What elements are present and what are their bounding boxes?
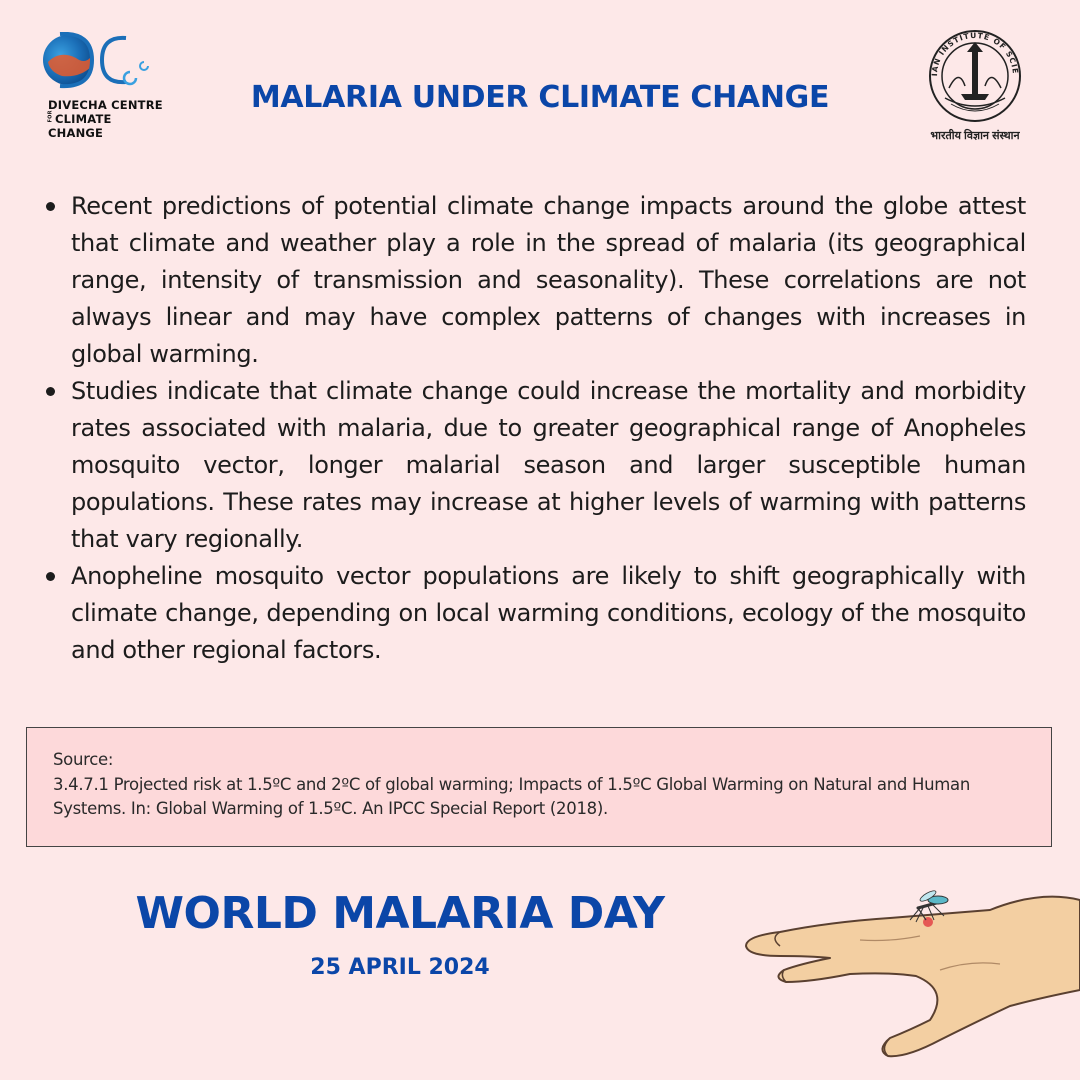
source-text: 3.4.7.1 Projected risk at 1.5ºC and 2ºC of global warming; Impacts of 1.5ºC Global Warming on Natural and Human Systems. In: Global Warming of 1.5ºC. An IPCC Special Report (2018). <box>53 774 971 818</box>
list-item <box>40 373 1026 558</box>
source-box <box>26 727 1052 847</box>
org-name <box>48 98 170 140</box>
bullet-dot-icon <box>46 572 55 581</box>
list-item <box>40 558 1026 669</box>
iisc-caption: भारतीय विज्ञान संस्थान <box>930 130 1020 142</box>
bullet-text: Recent predictions of potential climate change impacts around the globe attest that climate and weather play a role in the spread of malaria (its geographical range, intensity of transmission and seasonality). These correlations are not always linear and may have complex patterns of changes with increases in global warming. <box>71 192 1026 368</box>
divecha-centre-logo <box>40 32 170 140</box>
org-name-line1: DIVECHA CENTRE <box>48 98 163 112</box>
list-item <box>40 188 1026 373</box>
event-date: 25 APRIL 2024 <box>310 955 490 980</box>
hand-with-mosquito-illustration <box>740 880 1080 1070</box>
event-title: WORLD MALARIA DAY <box>135 888 665 939</box>
source-label: Source: <box>53 750 114 769</box>
org-name-for: FOR <box>47 110 54 123</box>
svg-text:INDIAN INSTITUTE OF SCIENCE <box>915 28 1020 76</box>
bullet-text: Anopheline mosquito vector populations are likely to shift geographically with climate change, depending on local warming conditions, ecology of the mosquito and other regional factors. <box>71 562 1026 664</box>
bullet-list <box>40 188 1026 669</box>
page-title: MALARIA UNDER CLIMATE CHANGE <box>250 80 830 115</box>
bullet-dot-icon <box>46 202 55 211</box>
iisc-seal-icon <box>915 28 1035 128</box>
bullet-text: Studies indicate that climate change could increase the mortality and morbidity rates associated with malaria, due to greater geographical range of Anopheles mosquito vector, longer malarial season and larger susceptible human populations. These rates may increase at higher levels of warming with patterns that vary regionally. <box>71 377 1026 553</box>
divecha-logo-icon <box>40 32 170 98</box>
bullet-dot-icon <box>46 387 55 396</box>
org-name-line2: CLIMATE CHANGE <box>48 112 112 140</box>
iisc-logo <box>915 28 1035 150</box>
iisc-seal-text: IAN INSTITUTE OF SCIE <box>929 30 1021 77</box>
hand-mosquito-icon <box>740 880 1080 1070</box>
